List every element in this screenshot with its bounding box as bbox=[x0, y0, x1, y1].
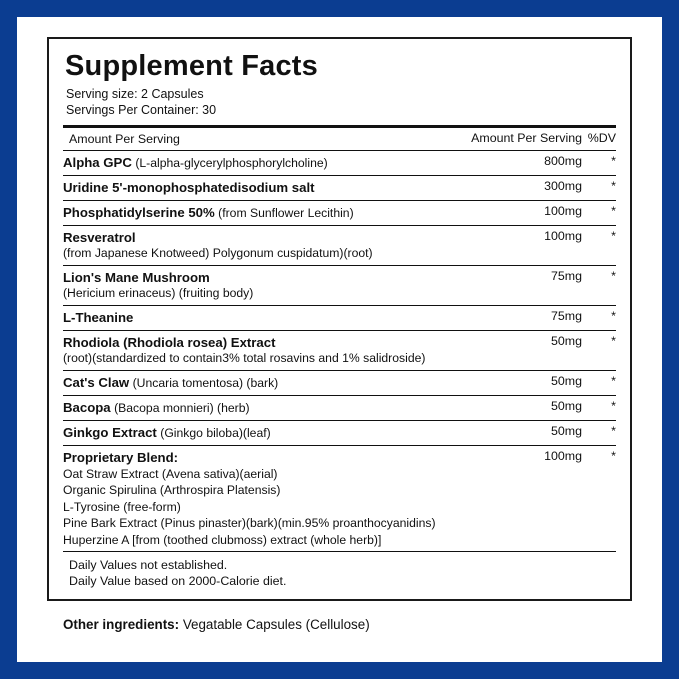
supplement-label-card bbox=[17, 17, 662, 662]
ingredient-amount: 300mg bbox=[463, 176, 582, 201]
other-ingredients-label: Other ingredients: bbox=[63, 617, 180, 632]
ingredient-dv: * bbox=[582, 395, 616, 420]
ingredient-dv: * bbox=[582, 306, 616, 331]
footnote-line: Daily Values not established. bbox=[69, 558, 228, 572]
ingredient-dv: * bbox=[582, 330, 616, 370]
blend-item: L-Tyrosine (free-form) bbox=[63, 499, 181, 514]
ingredient-amount: 50mg bbox=[463, 330, 582, 370]
column-header-dv: %DV bbox=[582, 128, 616, 151]
ingredient-dv: * bbox=[582, 370, 616, 395]
ingredient-name-cell bbox=[63, 330, 463, 370]
ingredient-dv: * bbox=[582, 201, 616, 226]
blend-name: Proprietary Blend: bbox=[63, 449, 179, 465]
ingredient-name-cell bbox=[63, 201, 463, 226]
table-row bbox=[63, 266, 616, 306]
ingredient-name-cell bbox=[63, 370, 463, 395]
ingredient-dv: * bbox=[582, 226, 616, 266]
ingredient-detail: (Ginkgo biloba)(leaf) bbox=[160, 425, 271, 440]
ingredient-name: Resveratrol bbox=[63, 230, 136, 246]
ingredient-name: Rhodiola (Rhodiola rosea) Extract bbox=[63, 334, 276, 350]
ingredient-amount: 100mg bbox=[463, 201, 582, 226]
table-row bbox=[63, 201, 616, 226]
table-row bbox=[63, 226, 616, 266]
blend-item: Huperzine A [from (toothed clubmoss) extract (whole herb)] bbox=[63, 532, 382, 547]
ingredient-detail: (Uncaria tomentosa) (bark) bbox=[132, 375, 279, 390]
table-row bbox=[63, 176, 616, 201]
ingredient-amount: 75mg bbox=[463, 306, 582, 331]
ingredient-detail: (from Japanese Knotweed) Polygonum cuspidatum)(root) bbox=[63, 246, 373, 261]
ingredient-name: L-Theanine bbox=[63, 310, 134, 326]
table-row bbox=[63, 370, 616, 395]
ingredient-name-cell bbox=[63, 395, 463, 420]
proprietary-blend-row bbox=[63, 445, 616, 552]
table-row bbox=[63, 151, 616, 176]
ingredient-name-cell bbox=[63, 266, 463, 306]
ingredient-amount: 50mg bbox=[463, 420, 582, 445]
ingredient-detail: (Bacopa monnieri) (herb) bbox=[114, 400, 250, 415]
blend-dv: * bbox=[582, 445, 616, 552]
page-title: Supplement Facts bbox=[65, 50, 318, 82]
other-ingredients-value: Vegatable Capsules (Cellulose) bbox=[182, 617, 370, 632]
ingredient-name: Phosphatidylserine 50% bbox=[63, 205, 215, 221]
ingredient-name: Uridine 5'-monophosphatedisodium salt bbox=[63, 180, 315, 196]
facts-table bbox=[63, 128, 616, 552]
ingredient-amount: 800mg bbox=[463, 151, 582, 176]
other-ingredients bbox=[63, 617, 370, 632]
column-header-amount-right: Amount Per Serving bbox=[463, 128, 582, 151]
blend-name-cell bbox=[63, 445, 463, 552]
table-row bbox=[63, 395, 616, 420]
table-header-row bbox=[63, 128, 616, 151]
ingredient-name: Ginkgo Extract bbox=[63, 424, 157, 440]
blend-item: Oat Straw Extract (Avena sativa)(aerial) bbox=[63, 466, 278, 481]
ingredient-dv: * bbox=[582, 420, 616, 445]
ingredient-dv: * bbox=[582, 266, 616, 306]
supplement-facts-panel bbox=[47, 37, 632, 601]
column-header-amount-left: Amount Per Serving bbox=[63, 128, 463, 151]
ingredient-amount: 100mg bbox=[463, 226, 582, 266]
ingredient-amount: 75mg bbox=[463, 266, 582, 306]
ingredient-dv: * bbox=[582, 176, 616, 201]
table-row bbox=[63, 330, 616, 370]
blend-item: Organic Spirulina (Arthrospira Platensis) bbox=[63, 483, 281, 498]
serving-size: Serving size: 2 Capsules bbox=[66, 87, 204, 102]
ingredient-dv: * bbox=[582, 151, 616, 176]
ingredient-amount: 50mg bbox=[463, 370, 582, 395]
ingredient-detail: (root)(standardized to contain3% total rosavins and 1% salidroside) bbox=[63, 351, 426, 366]
footnotes bbox=[63, 552, 616, 591]
ingredient-amount: 50mg bbox=[463, 395, 582, 420]
ingredient-detail: (L-alpha-glycerylphosphorylcholine) bbox=[135, 156, 328, 171]
table-row bbox=[63, 306, 616, 331]
footnote-line: Daily Value based on 2000-Calorie diet. bbox=[69, 574, 287, 589]
ingredient-name-cell bbox=[63, 306, 463, 331]
ingredient-name-cell bbox=[63, 226, 463, 266]
ingredient-name: Lion's Mane Mushroom bbox=[63, 270, 210, 286]
ingredient-name: Cat's Claw bbox=[63, 374, 130, 390]
ingredient-name: Alpha GPC bbox=[63, 155, 132, 171]
blend-amount: 100mg bbox=[463, 445, 582, 552]
ingredient-name-cell bbox=[63, 151, 463, 176]
ingredient-name: Bacopa bbox=[63, 399, 111, 415]
ingredient-name-cell bbox=[63, 420, 463, 445]
table-row bbox=[63, 420, 616, 445]
ingredient-detail: (from Sunflower Lecithin) bbox=[218, 206, 354, 221]
ingredient-name-cell bbox=[63, 176, 463, 201]
ingredient-detail: (Hericium erinaceus) (fruiting body) bbox=[63, 286, 254, 301]
blend-item: Pine Bark Extract (Pinus pinaster)(bark)(min.95% proanthocyanidins) bbox=[63, 516, 436, 531]
servings-per-container: Servings Per Container: 30 bbox=[66, 103, 217, 118]
